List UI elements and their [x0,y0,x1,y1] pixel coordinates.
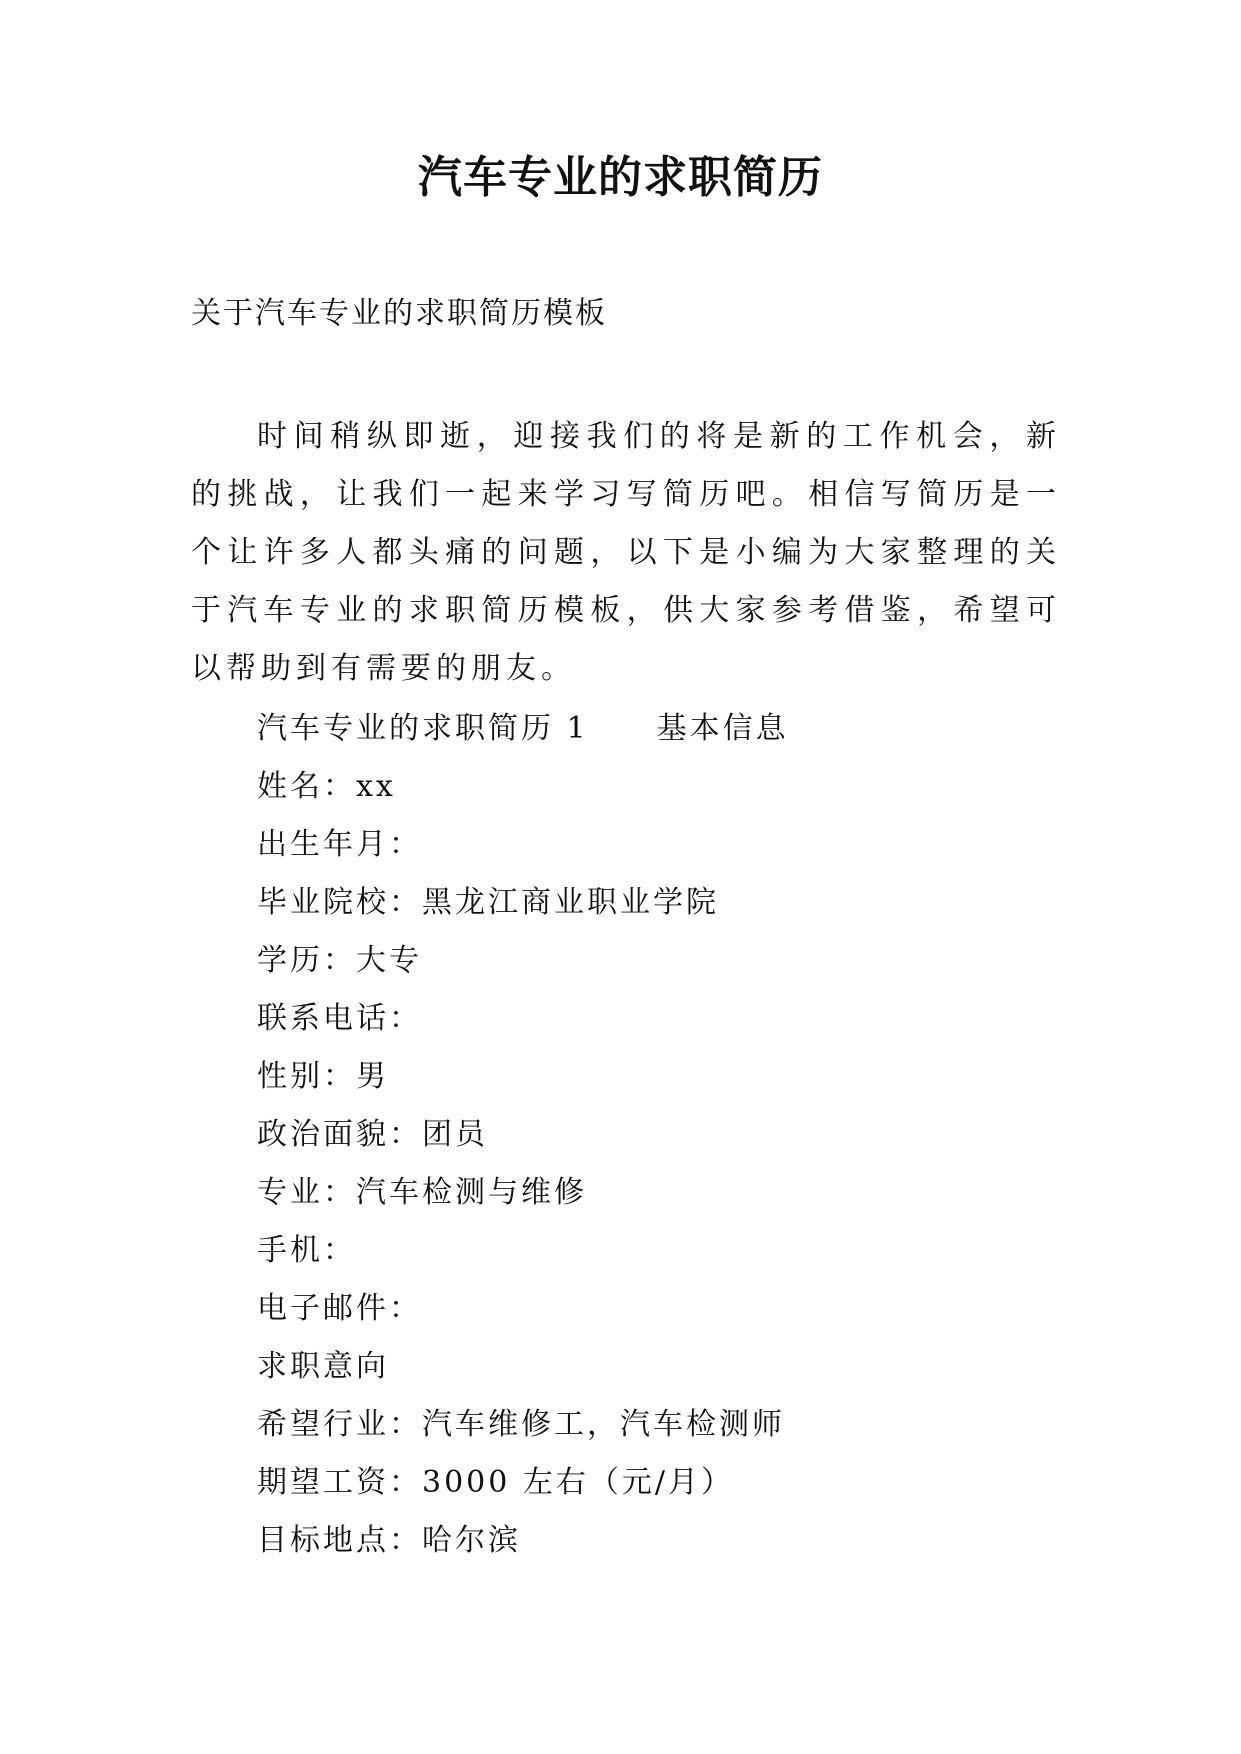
section-heading: 汽车专业的求职简历 1 [257,711,589,746]
field-education: 学历：大专 [257,943,422,978]
resume-body [257,700,1077,1570]
section-heading-line [257,700,1077,758]
field-school: 毕业院校：黑龙江商业职业学院 [257,885,719,920]
document-subtitle: 关于汽车专业的求职简历模板 [191,296,607,331]
field-expected-salary: 期望工资：3000 左右（元/月） [257,1465,734,1500]
field-birth-date: 出生年月： [257,827,422,862]
field-email: 电子邮件： [257,1291,422,1326]
intro-paragraph: 时间稍纵即逝，迎接我们的将是新的工作机会，新的挑战，让我们一起来学习写简历吧。相信写简历是一个让许多人都头痛的问题，以下是小编为大家整理的关于汽车专业的求职简历模板，供大家参考借鉴，希望可以帮助到有需要的朋友。 [191,419,1061,686]
field-target-location: 目标地点：哈尔滨 [257,1523,521,1558]
field-gender: 性别：男 [257,1059,389,1094]
field-contact-phone: 联系电话： [257,1001,422,1036]
job-intention-heading: 求职意向 [257,1349,389,1384]
field-desired-industry: 希望行业：汽车维修工，汽车检测师 [257,1407,785,1442]
field-major: 专业：汽车检测与维修 [257,1175,587,1210]
field-name: 姓名：xx [257,769,396,804]
document-title: 汽车专业的求职简历 [418,152,823,203]
field-political-status: 政治面貌：团员 [257,1117,488,1152]
section-subheading: 基本信息 [656,711,789,746]
field-mobile: 手机： [257,1233,356,1268]
